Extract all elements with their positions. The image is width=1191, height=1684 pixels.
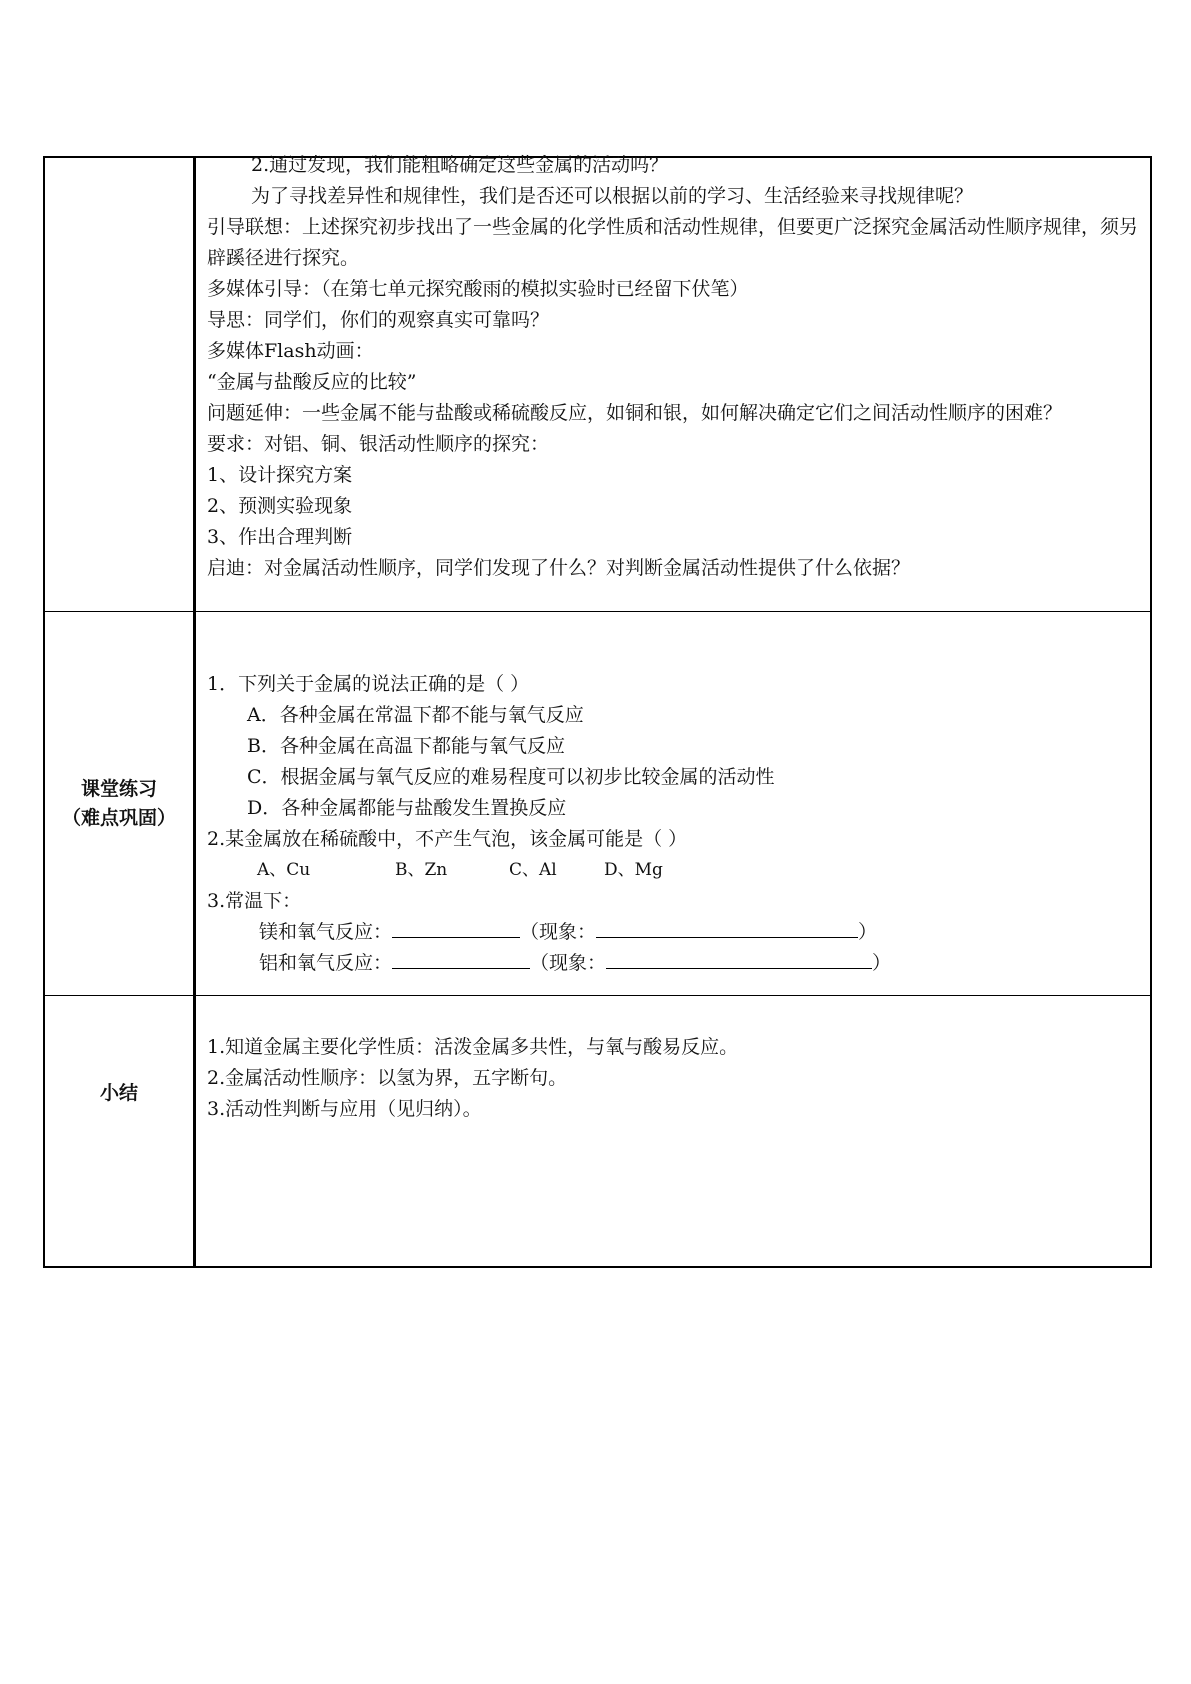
summary-content xyxy=(207,1032,1138,1125)
question-3: 3.常温下： xyxy=(207,890,302,912)
question-2-choices xyxy=(207,855,1138,886)
process-line: 多媒体引导：（在第七单元探究酸雨的模拟实验时已经留下伏笔） xyxy=(207,278,749,300)
process-line: 1、设计探究方案 xyxy=(207,464,353,486)
question-1-option-b: B．各种金属在高温下都能与氧气反应 xyxy=(247,735,565,757)
fill-middle: （现象： xyxy=(520,921,597,943)
summary-line: 1.知道金属主要化学性质：活泼金属多共性，与氧与酸易反应。 xyxy=(207,1036,739,1058)
summary-line: 2.金属活动性顺序：以氢为界，五字断句。 xyxy=(207,1067,568,1089)
fill-suffix: ） xyxy=(872,952,892,974)
row-process xyxy=(45,154,1150,611)
process-line: 导思：同学们，你们的观察真实可靠吗？ xyxy=(207,309,550,331)
choice-b: B、Zn xyxy=(395,860,448,880)
question-1: 1．下列关于金属的说法正确的是（ ） xyxy=(207,673,530,695)
answer-blank[interactable] xyxy=(392,948,530,969)
process-line: 2、预测实验现象 xyxy=(207,495,353,517)
row-label-empty xyxy=(45,158,193,611)
phenomenon-blank[interactable] xyxy=(606,948,872,969)
process-line: 要求：对铝、铜、银活动性顺序的探究： xyxy=(207,433,550,455)
row-summary xyxy=(45,996,1150,1268)
question-1-option-a: A．各种金属在常温下都不能与氧气反应 xyxy=(247,704,584,726)
answer-blank[interactable] xyxy=(392,917,520,938)
fill-suffix: ） xyxy=(858,921,878,943)
choice-d: D、Mg xyxy=(604,860,663,880)
process-line: 2.通过发现，我们能粗略确定这些金属的活动吗？ xyxy=(251,154,669,176)
fill-middle: （现象： xyxy=(530,952,607,974)
fill-prefix: 铝和氧气反应： xyxy=(259,952,393,974)
exercise-content xyxy=(207,669,1138,979)
fill-prefix: 镁和氧气反应： xyxy=(259,921,393,943)
process-line: 问题延伸：一些金属不能与盐酸或稀硫酸反应，如铜和银，如何解决确定它们之间活动性顺序的困难？ xyxy=(207,402,1063,424)
question-1-option-c: C．根据金属与氧气反应的难易程度可以初步比较金属的活动性 xyxy=(247,766,775,788)
choice-a: A、Cu xyxy=(257,860,311,880)
process-line: 多媒体Flash动画： xyxy=(207,340,374,362)
row-exercise xyxy=(45,612,1150,995)
process-line: 启迪：对金属活动性顺序，同学们发现了什么？对判断金属活动性提供了什么依据？ xyxy=(207,557,911,579)
question-1-option-d: D．各种金属都能与盐酸发生置换反应 xyxy=(247,797,567,819)
question-2: 2.某金属放在稀硫酸中，不产生气泡，该金属可能是（ ） xyxy=(207,828,688,850)
summary-line: 3.活动性判断与应用（见归纳）。 xyxy=(207,1098,482,1120)
row-label-exercise xyxy=(45,612,193,995)
choice-c: C、Al xyxy=(509,860,557,880)
row-label-summary xyxy=(45,996,193,1190)
process-line: 为了寻找差异性和规律性，我们是否还可以根据以前的学习、生活经验来寻找规律呢？ xyxy=(251,185,974,207)
process-line: 引导联想：上述探究初步找出了一些金属的化学性质和活动性规律，但要更广泛探究金属活动性顺序规律，须另辟蹊径进行探究。 xyxy=(207,216,1139,269)
process-content xyxy=(207,150,1138,584)
question-3-item-mg xyxy=(207,917,1138,948)
phenomenon-blank[interactable] xyxy=(596,917,858,938)
summary-label: 小结 xyxy=(99,1081,138,1104)
process-line: “金属与盐酸反应的比较” xyxy=(207,371,417,393)
lesson-plan-table xyxy=(43,156,1152,1268)
exercise-label-main: 课堂练习 xyxy=(80,777,157,800)
exercise-label-sub: （难点巩固） xyxy=(61,806,176,829)
process-line: 3、作出合理判断 xyxy=(207,526,353,548)
question-3-item-al xyxy=(207,948,1138,979)
